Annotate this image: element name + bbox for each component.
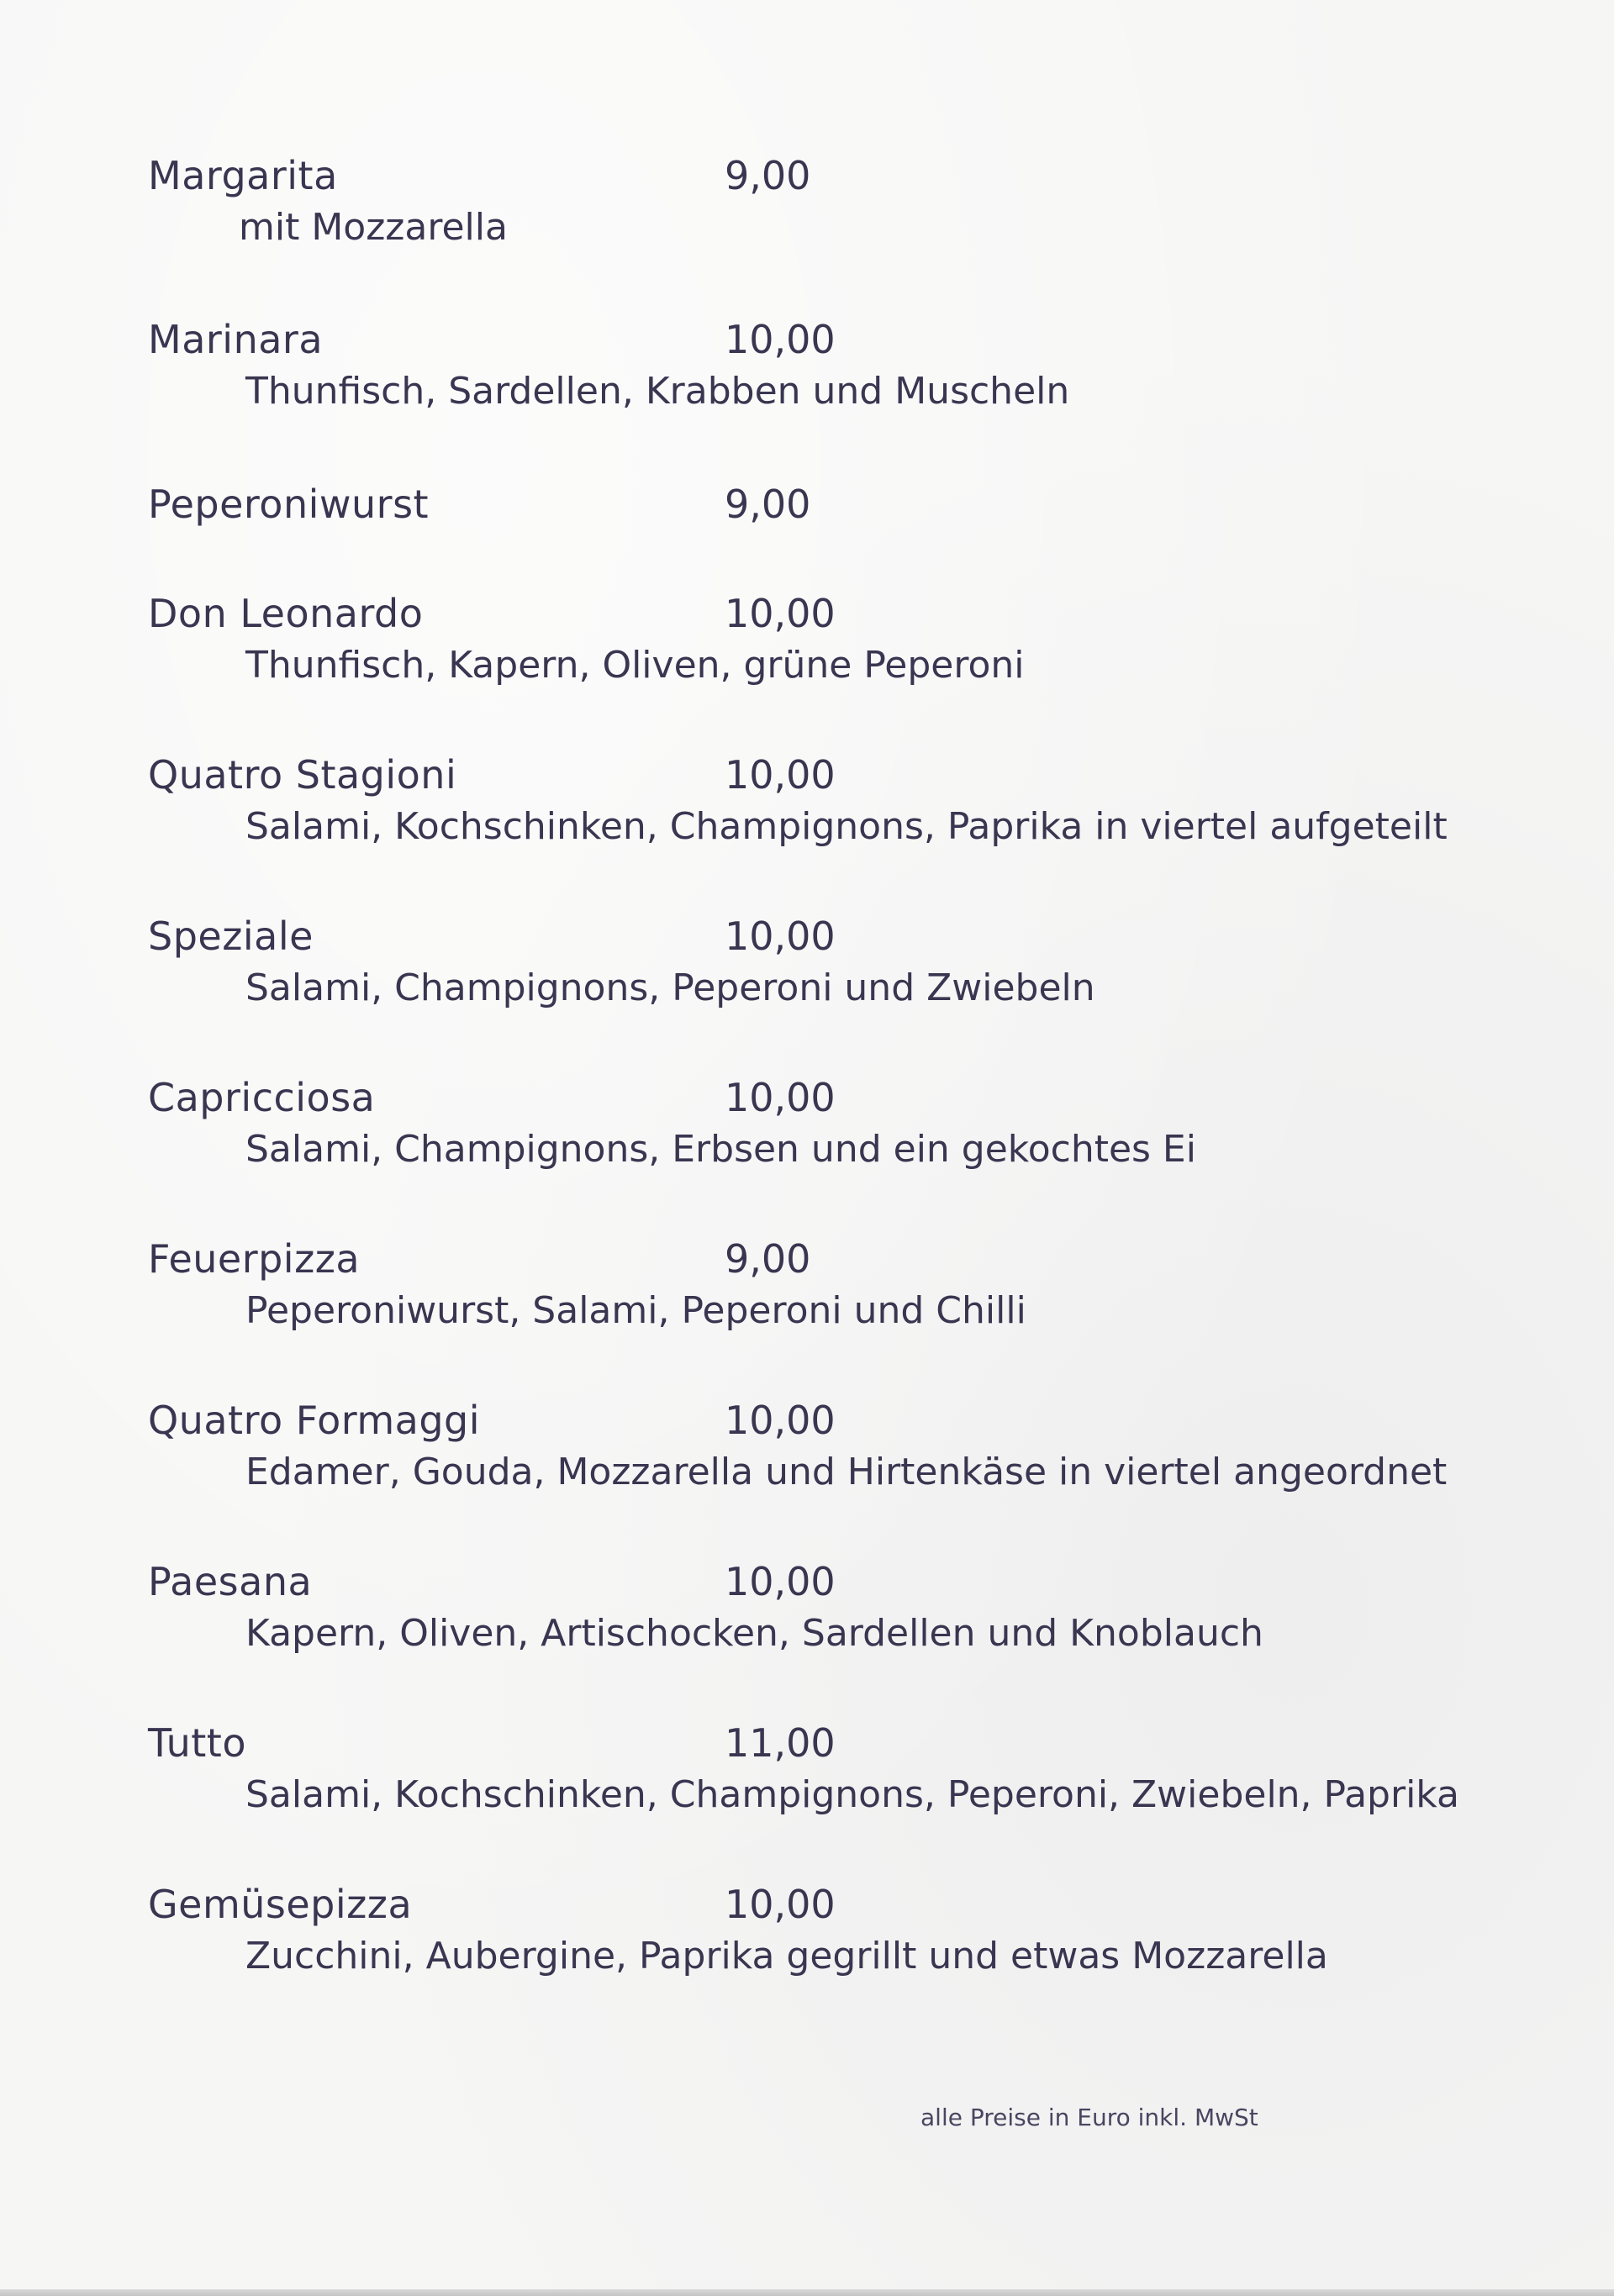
item-price: 9,00 bbox=[725, 482, 811, 527]
item-price: 10,00 bbox=[725, 1398, 836, 1443]
item-name: Paesana bbox=[148, 1559, 313, 1604]
menu-item bbox=[0, 590, 1614, 699]
menu-item bbox=[0, 1881, 1614, 1990]
menu-item bbox=[0, 481, 1614, 590]
item-name: Marinara bbox=[148, 317, 324, 362]
item-name: Peperoniwurst bbox=[148, 482, 430, 527]
item-name: Speziale bbox=[148, 914, 314, 959]
item-description: Salami, Champignons, Erbsen und ein gekochtes Ei bbox=[245, 1128, 1196, 1171]
item-name: Feuerpizza bbox=[148, 1236, 361, 1282]
item-price: 10,00 bbox=[725, 591, 836, 636]
item-name: Margarita bbox=[148, 153, 338, 198]
item-price: 10,00 bbox=[725, 1559, 836, 1604]
item-description: Salami, Kochschinken, Champignons, Peperoni, Zwiebeln, Paprika bbox=[245, 1773, 1459, 1816]
item-description: mit Mozzarella bbox=[239, 206, 508, 249]
item-name: Don Leonardo bbox=[148, 591, 424, 636]
menu-item bbox=[0, 913, 1614, 1022]
menu-item bbox=[0, 316, 1614, 425]
item-description: Thunfisch, Sardellen, Krabben und Muscheln bbox=[245, 370, 1070, 413]
menu-item bbox=[0, 1235, 1614, 1345]
item-name: Quatro Stagioni bbox=[148, 752, 457, 798]
item-price: 11,00 bbox=[725, 1720, 836, 1766]
item-name: Capricciosa bbox=[148, 1075, 376, 1120]
item-price: 9,00 bbox=[725, 153, 811, 198]
item-price: 10,00 bbox=[725, 1882, 836, 1927]
item-price: 10,00 bbox=[725, 317, 836, 362]
menu-item bbox=[0, 1074, 1614, 1183]
menu-item bbox=[0, 152, 1614, 261]
item-description: Salami, Champignons, Peperoni und Zwiebeln bbox=[245, 966, 1095, 1009]
menu-item bbox=[0, 1719, 1614, 1829]
price-note: alle Preise in Euro inkl. MwSt bbox=[920, 2104, 1258, 2131]
item-name: Tutto bbox=[148, 1720, 246, 1766]
item-price: 10,00 bbox=[725, 914, 836, 959]
item-description: Thunfisch, Kapern, Oliven, grüne Peperoni bbox=[245, 644, 1025, 687]
menu-item bbox=[0, 1558, 1614, 1667]
item-description: Peperoniwurst, Salami, Peperoni und Chilli bbox=[245, 1289, 1026, 1332]
menu-item bbox=[0, 751, 1614, 861]
page-edge bbox=[0, 2289, 1614, 2296]
item-description: Zucchini, Aubergine, Paprika gegrillt und etwas Mozzarella bbox=[245, 1935, 1328, 1977]
menu-item bbox=[0, 1397, 1614, 1506]
item-name: Gemüsepizza bbox=[148, 1882, 413, 1927]
item-name: Quatro Formaggi bbox=[148, 1398, 480, 1443]
item-price: 10,00 bbox=[725, 752, 836, 798]
item-description: Edamer, Gouda, Mozzarella und Hirtenkäse in viertel angeordnet bbox=[245, 1451, 1448, 1493]
item-price: 9,00 bbox=[725, 1236, 811, 1282]
item-description: Salami, Kochschinken, Champignons, Paprika in viertel aufgeteilt bbox=[245, 805, 1448, 848]
item-description: Kapern, Oliven, Artischocken, Sardellen und Knoblauch bbox=[245, 1612, 1263, 1655]
item-price: 10,00 bbox=[725, 1075, 836, 1120]
